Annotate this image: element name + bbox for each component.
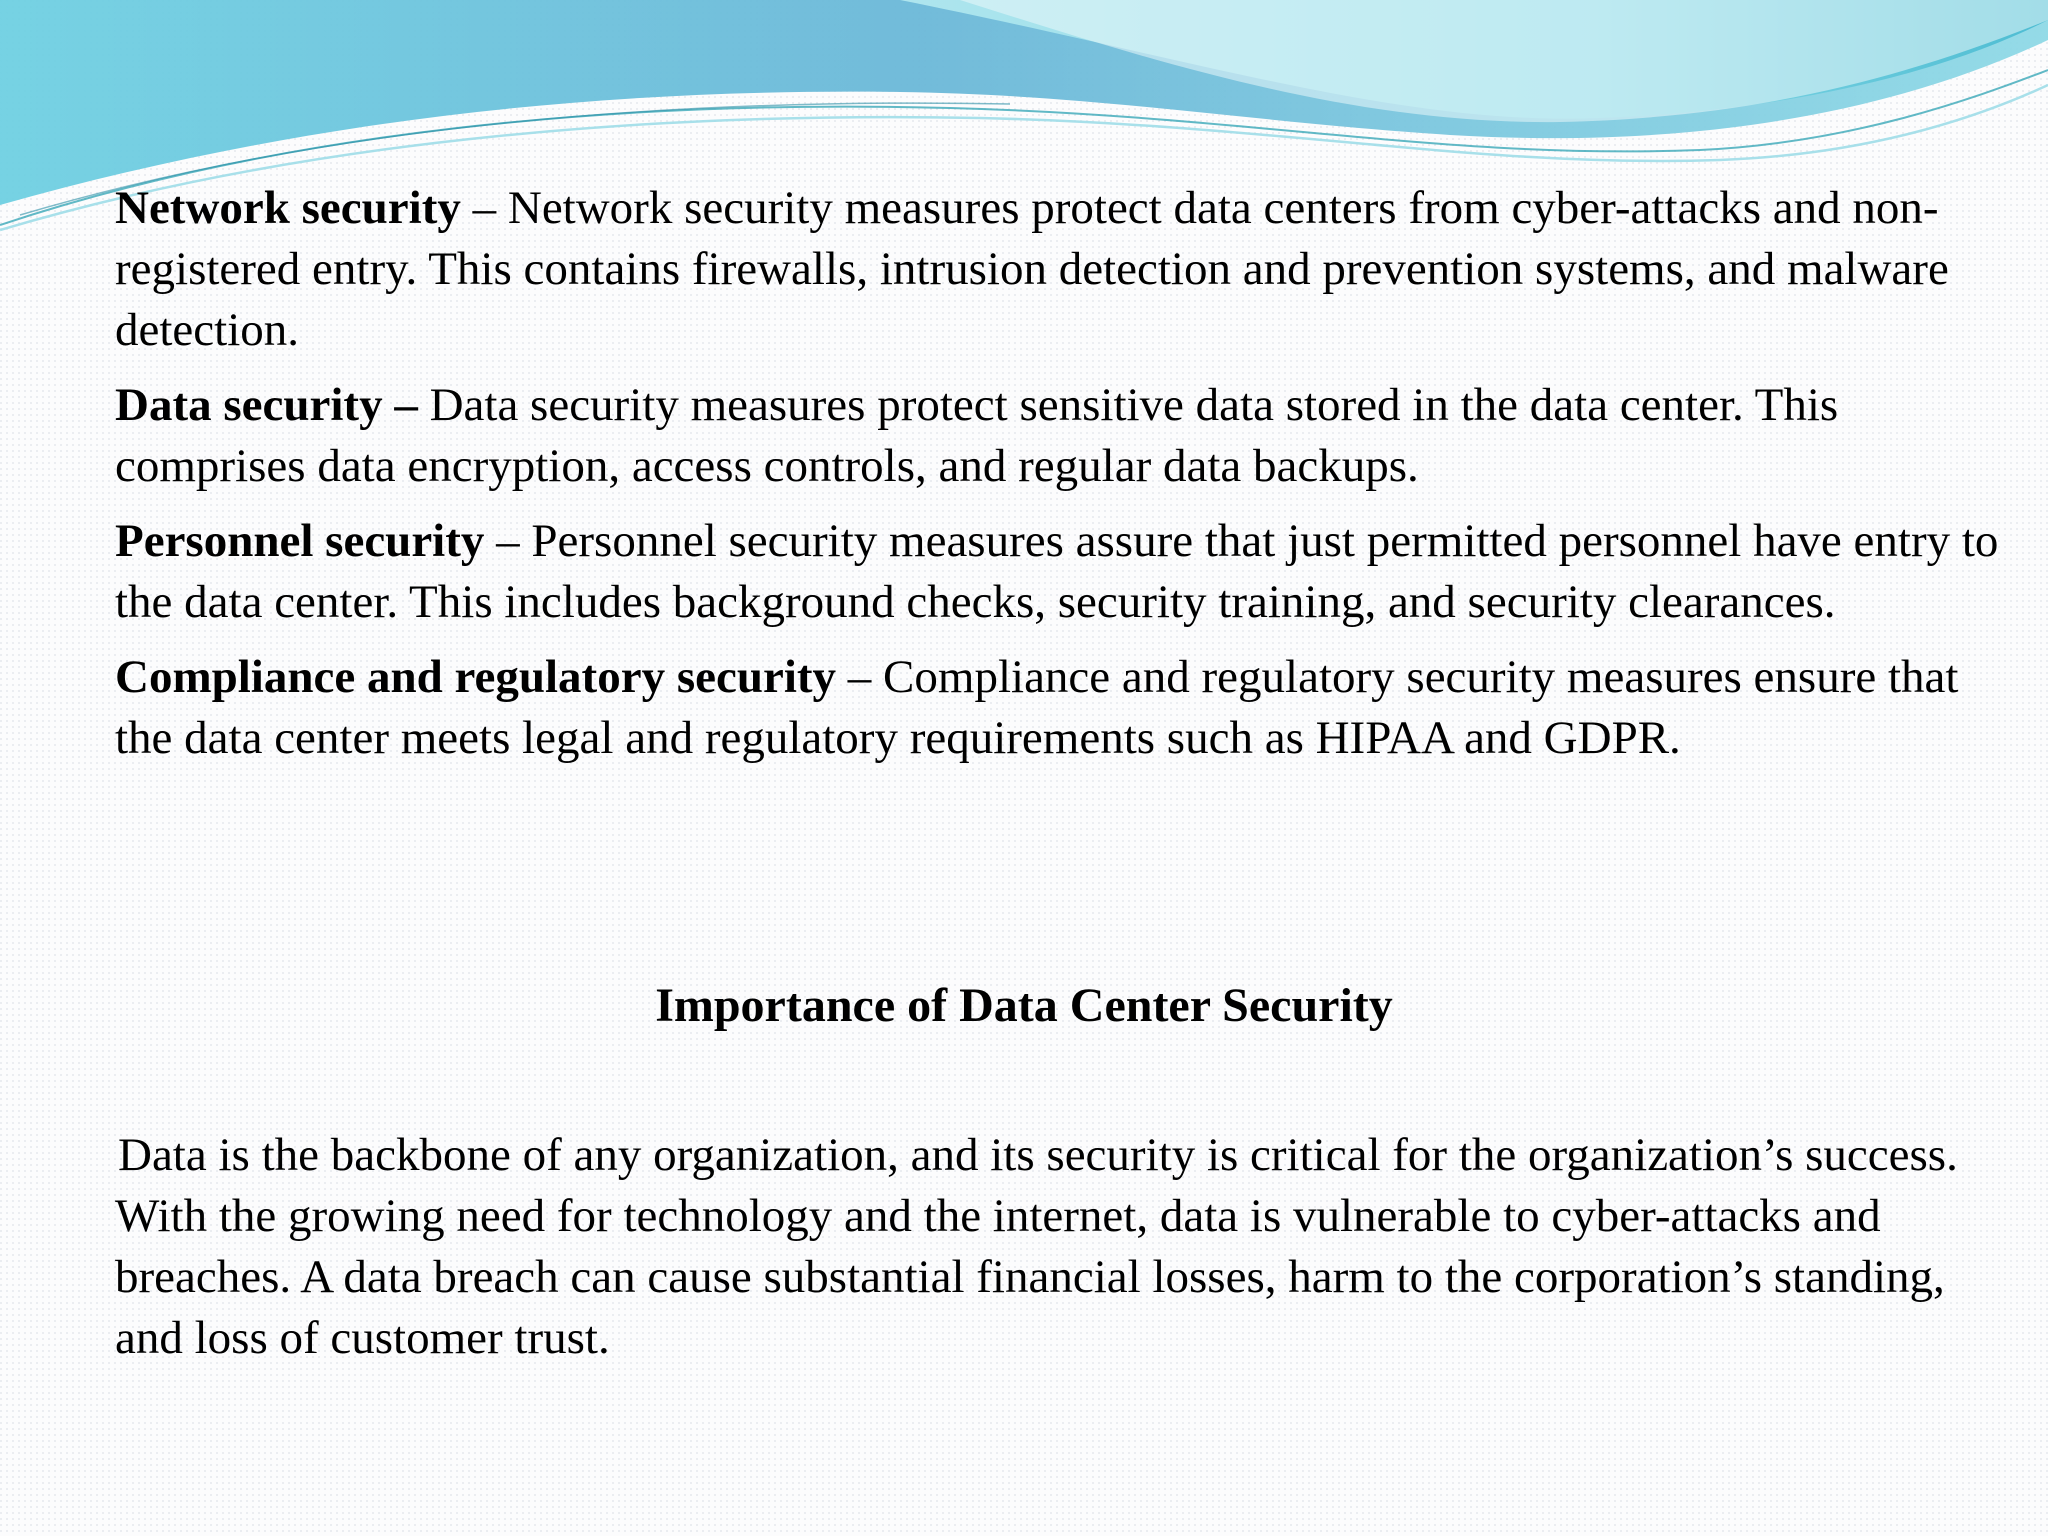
separator: – (382, 379, 430, 431)
section-network-security (115, 178, 2005, 361)
term-personnel-security: Personnel security (115, 515, 485, 567)
separator: – (460, 182, 508, 234)
description-personnel-security: Personnel security measures assure that just permitted personnel have entry to the data center. This includes background checks, security training, and security clearances. (115, 515, 1999, 628)
body-paragraph: Data is the backbone of any organization, and its security is critical for the organization’s success. With the growing need for technology and the internet, data is vulnerable to cyber-attacks and breaches. A data breach can cause substantial financial losses, harm to the corporation’s standing, and loss of customer trust. (115, 1129, 1958, 1364)
section-data-security (115, 375, 2005, 497)
separator: – (484, 515, 532, 567)
term-compliance-security: Compliance and regulatory security (115, 651, 837, 703)
description-network-security: Network security measures protect data centers from cyber-attacks and non-registered entry. This contains firewalls, intrusion detection and prevention systems, and malware detection. (115, 182, 1949, 356)
security-types-list (115, 178, 2005, 783)
section-compliance-security (115, 647, 2005, 769)
section-personnel-security (115, 511, 2005, 633)
description-data-security: Data security measures protect sensitive data stored in the data center. This comprises data encryption, access controls, and regular data backups. (115, 379, 1839, 492)
term-data-security: Data security (115, 379, 383, 431)
separator: – (836, 651, 884, 703)
section-heading: Importance of Data Center Security (655, 979, 1393, 1032)
term-network-security: Network security (115, 182, 461, 234)
description-compliance-security: Compliance and regulatory security measures ensure that the data center meets legal and regulatory requirements such as HIPAA and GDPR. (115, 651, 1959, 764)
